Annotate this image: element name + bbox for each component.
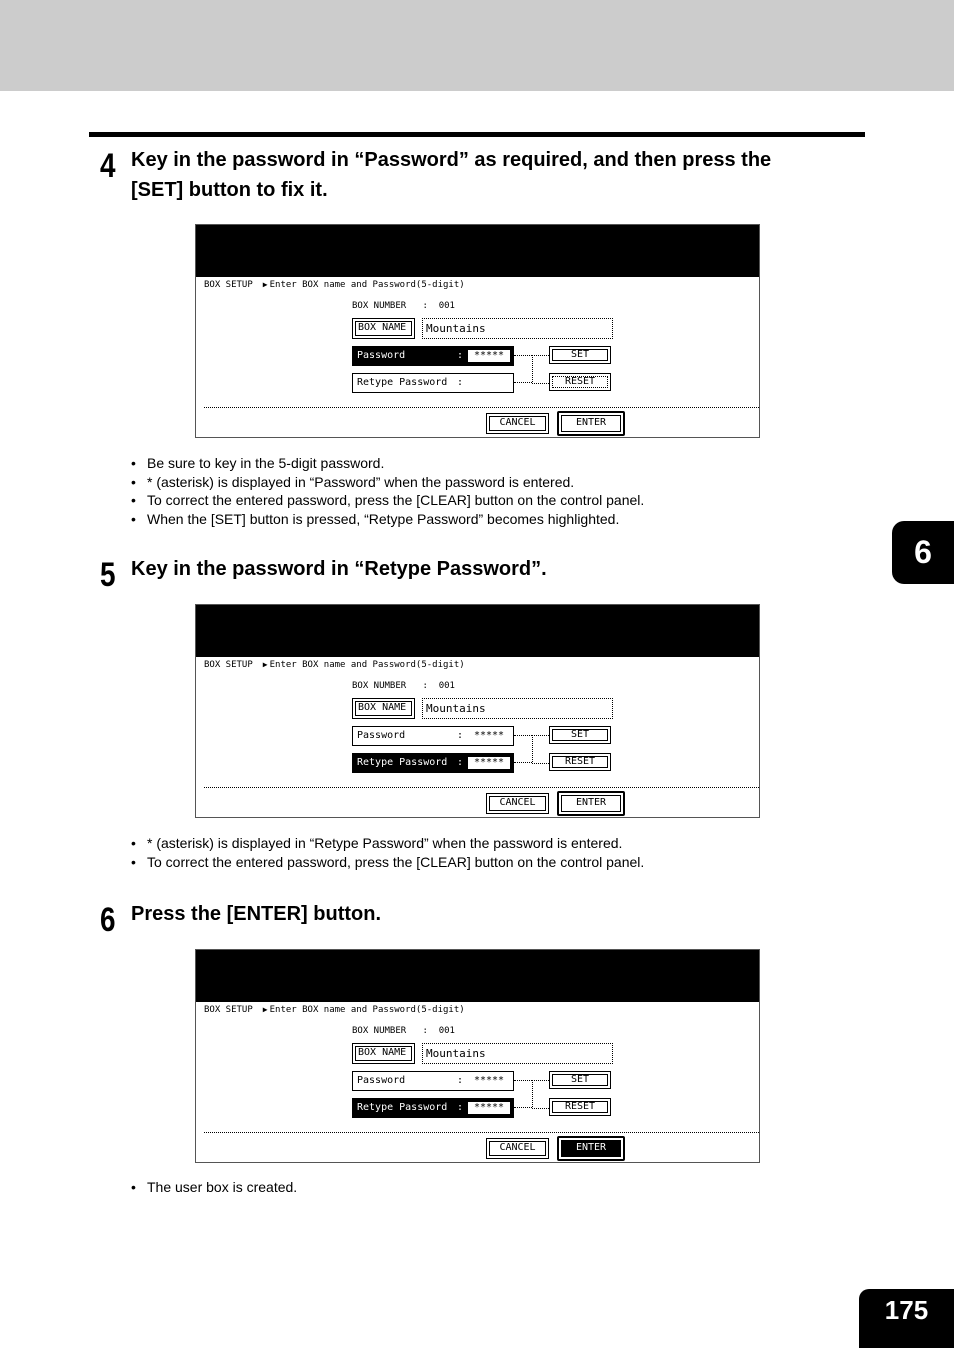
box-name-button[interactable] bbox=[352, 1043, 415, 1064]
reset-button-label: RESET bbox=[552, 1101, 608, 1113]
reset-button[interactable] bbox=[549, 1098, 611, 1116]
header-band bbox=[0, 0, 954, 91]
path-box-setup: BOX SETUP bbox=[204, 1005, 253, 1015]
set-button[interactable] bbox=[549, 1071, 611, 1089]
screen-separator bbox=[204, 787, 759, 788]
path-instruction: Enter BOX name and Password(5-digit) bbox=[269, 1005, 465, 1015]
triangle-right-icon: ▶ bbox=[262, 1005, 268, 1014]
password-label: Password bbox=[357, 1075, 406, 1086]
cancel-button[interactable] bbox=[486, 1138, 549, 1159]
box-number-row: BOX NUMBER : 001 bbox=[352, 1026, 455, 1036]
screen-separator bbox=[204, 1132, 759, 1133]
page-number: 175 bbox=[859, 1289, 954, 1348]
password-field[interactable] bbox=[352, 1071, 514, 1091]
enter-button-label: ENTER bbox=[561, 795, 621, 812]
reset-button[interactable] bbox=[549, 753, 611, 771]
box-name-value: Mountains bbox=[426, 322, 486, 335]
password-colon: : bbox=[457, 350, 464, 361]
path-box-setup: BOX SETUP bbox=[204, 280, 253, 290]
password-field[interactable] bbox=[352, 346, 514, 366]
box-name-value: Mountains bbox=[426, 1047, 486, 1060]
screen-header bbox=[196, 605, 759, 657]
step-4-number: 4 bbox=[100, 147, 116, 185]
box-number-label: BOX NUMBER bbox=[352, 301, 407, 311]
screen-header bbox=[196, 950, 759, 1002]
cancel-button[interactable] bbox=[486, 413, 549, 434]
enter-button-label: ENTER bbox=[561, 415, 621, 432]
box-name-input[interactable] bbox=[422, 698, 613, 719]
box-number-value: 001 bbox=[438, 301, 455, 311]
enter-button[interactable] bbox=[557, 411, 625, 436]
screen-step-6 bbox=[195, 949, 760, 1163]
password-label: Password bbox=[357, 730, 406, 741]
reset-button-label: RESET bbox=[552, 376, 608, 388]
connector-line bbox=[514, 762, 532, 763]
box-number-row: BOX NUMBER : 001 bbox=[352, 301, 455, 311]
screen-step-4 bbox=[195, 224, 760, 438]
path-instruction: Enter BOX name and Password(5-digit) bbox=[269, 660, 465, 670]
box-name-button-label: BOX NAME bbox=[355, 701, 412, 716]
cancel-button-label: CANCEL bbox=[489, 416, 546, 431]
path-box-setup: BOX SETUP bbox=[204, 660, 253, 670]
note-item: • To correct the entered password, press the [CLEAR] button on the control panel. bbox=[131, 491, 644, 510]
note-item: • * (asterisk) is displayed in “Retype Password” when the password is entered. bbox=[131, 834, 644, 853]
password-colon: : bbox=[457, 730, 464, 741]
retype-password-field[interactable] bbox=[352, 1098, 514, 1118]
step-4-notes bbox=[131, 454, 644, 528]
box-name-button[interactable] bbox=[352, 698, 415, 719]
password-label: Password bbox=[357, 350, 406, 361]
retype-password-value: ***** bbox=[468, 757, 510, 769]
retype-password-colon: : bbox=[457, 1102, 464, 1113]
box-number-value: 001 bbox=[438, 681, 455, 691]
box-number-value: 001 bbox=[438, 1026, 455, 1036]
triangle-right-icon: ▶ bbox=[262, 280, 268, 289]
set-button[interactable] bbox=[549, 346, 611, 364]
note-item: • The user box is created. bbox=[131, 1178, 297, 1197]
retype-password-label: Retype Password bbox=[357, 757, 448, 768]
step-5-number: 5 bbox=[100, 556, 116, 594]
reset-button[interactable] bbox=[549, 373, 611, 391]
retype-password-colon: : bbox=[457, 377, 464, 388]
connector-line bbox=[514, 355, 532, 356]
connector-line bbox=[514, 382, 532, 383]
cancel-button-label: CANCEL bbox=[489, 1141, 546, 1156]
path-instruction: Enter BOX name and Password(5-digit) bbox=[269, 280, 465, 290]
step-6-number: 6 bbox=[100, 901, 116, 939]
step-4-title bbox=[131, 145, 861, 205]
set-button-label: SET bbox=[552, 1074, 608, 1086]
reset-button-label: RESET bbox=[552, 756, 608, 768]
note-item: • * (asterisk) is displayed in “Password” when the password is entered. bbox=[131, 473, 644, 492]
step-5-notes bbox=[131, 834, 644, 871]
step-6-title: Press the [ENTER] button. bbox=[131, 903, 382, 925]
connector-line bbox=[514, 1107, 532, 1108]
screen-separator bbox=[204, 407, 759, 408]
enter-button[interactable] bbox=[557, 1136, 625, 1161]
chapter-tab: 6 bbox=[892, 521, 954, 584]
password-colon: : bbox=[457, 1075, 464, 1086]
retype-password-value bbox=[468, 377, 510, 389]
box-name-button[interactable] bbox=[352, 318, 415, 339]
cancel-button[interactable] bbox=[486, 793, 549, 814]
step-4-title-line1: Key in the password in “Password” as required, and then press the bbox=[131, 149, 772, 171]
password-value: ***** bbox=[468, 350, 510, 362]
box-name-value: Mountains bbox=[426, 702, 486, 715]
triangle-right-icon: ▶ bbox=[262, 660, 268, 669]
note-item: • When the [SET] button is pressed, “Retype Password” becomes highlighted. bbox=[131, 510, 644, 529]
box-number-label: BOX NUMBER bbox=[352, 681, 407, 691]
retype-password-value: ***** bbox=[468, 1102, 510, 1114]
retype-password-label: Retype Password bbox=[357, 1102, 448, 1113]
connector-line bbox=[514, 735, 532, 736]
retype-password-colon: : bbox=[457, 757, 464, 768]
connector-line bbox=[514, 1080, 532, 1081]
set-button-label: SET bbox=[552, 729, 608, 741]
screen-path bbox=[204, 280, 465, 290]
box-number-row: BOX NUMBER : 001 bbox=[352, 681, 455, 691]
note-item: • To correct the entered password, press the [CLEAR] button on the control panel. bbox=[131, 853, 644, 872]
box-name-input[interactable] bbox=[422, 1043, 613, 1064]
section-rule bbox=[89, 132, 865, 137]
step-4-title-line2: [SET] button to fix it. bbox=[131, 179, 328, 201]
password-value: ***** bbox=[473, 1075, 505, 1086]
box-number-label: BOX NUMBER bbox=[352, 1026, 407, 1036]
set-button-label: SET bbox=[552, 349, 608, 361]
enter-button[interactable] bbox=[557, 791, 625, 816]
retype-password-field[interactable] bbox=[352, 373, 514, 393]
screen-header bbox=[196, 225, 759, 277]
step-6-notes bbox=[131, 1178, 297, 1197]
screen-step-5 bbox=[195, 604, 760, 818]
password-field[interactable] bbox=[352, 726, 514, 746]
note-item: • Be sure to key in the 5-digit password. bbox=[131, 454, 644, 473]
screen-path bbox=[204, 660, 465, 670]
box-name-input[interactable] bbox=[422, 318, 613, 339]
retype-password-field[interactable] bbox=[352, 753, 514, 773]
enter-button-label: ENTER bbox=[561, 1140, 621, 1157]
retype-password-label: Retype Password bbox=[357, 377, 448, 388]
password-value: ***** bbox=[473, 730, 505, 741]
box-name-button-label: BOX NAME bbox=[355, 321, 412, 336]
box-name-button-label: BOX NAME bbox=[355, 1046, 412, 1061]
cancel-button-label: CANCEL bbox=[489, 796, 546, 811]
set-button[interactable] bbox=[549, 726, 611, 744]
step-5-title: Key in the password in “Retype Password”. bbox=[131, 558, 547, 580]
screen-path bbox=[204, 1005, 465, 1015]
